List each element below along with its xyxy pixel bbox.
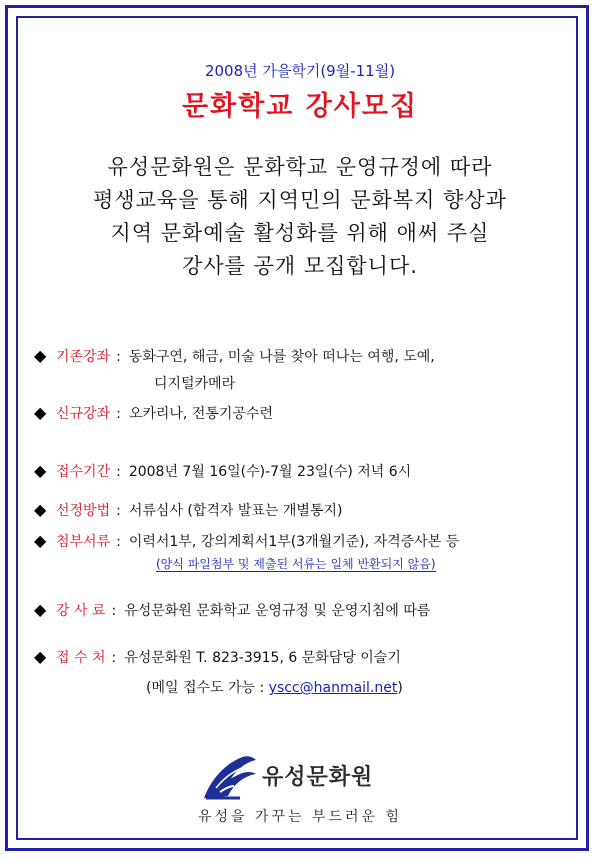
contact-value: 유성문화원 T. 823-3915, 6 문화담당 이슬기: [124, 650, 401, 666]
semester-subtitle: 2008년 가을학기(9월-11월): [204, 62, 396, 80]
existing-courses-row: [34, 346, 435, 366]
application-period-value: 2008년 7월 16일(수)-7월 23일(수) 저녁 6시: [128, 464, 412, 480]
application-period-label: 접수기간: [56, 464, 111, 480]
colon: :: [116, 464, 121, 480]
email-link[interactable]: yscc@hanmail.net: [268, 680, 398, 696]
colon: :: [116, 534, 121, 550]
lecturer-fee-value: 유성문화원 문화학교 운영규정 및 운영지침에 따름: [124, 603, 431, 619]
email-prefix: (메일 접수도 가능 :: [146, 680, 269, 696]
selection-method-row: [34, 500, 342, 520]
slogan: 유성을 가꾸는 부드러운 힘: [197, 809, 403, 825]
selection-method-value: 서류심사 (합격자 발표는 개별통지): [128, 503, 343, 519]
contact-row: [34, 647, 401, 667]
colon: :: [111, 650, 117, 666]
new-courses-row: [34, 403, 273, 423]
logo-text: 유성문화원: [262, 765, 374, 790]
diamond-bullet-icon: ◆: [34, 600, 47, 619]
new-courses-value: 오카리나, 전통기공수련: [128, 406, 273, 422]
existing-courses-value-cont: 디지털카메라: [154, 376, 236, 392]
application-period-row: [34, 461, 411, 481]
email-suffix: ): [397, 680, 403, 696]
documents-label: 첨부서류: [56, 534, 111, 550]
colon: :: [116, 349, 121, 365]
intro-line-4: 강사를 공개 모집합니다.: [182, 254, 418, 278]
colon: :: [116, 406, 121, 422]
selection-method-label: 선정방법: [56, 503, 111, 519]
email-line: [146, 677, 403, 697]
lecturer-fee-row: [34, 600, 430, 620]
intro-line-2: 평생교육을 통해 지역민의 문화복지 향상과: [93, 188, 507, 212]
documents-row: [34, 531, 459, 551]
diamond-bullet-icon: ◆: [34, 461, 47, 480]
diamond-bullet-icon: ◆: [34, 346, 47, 365]
existing-courses-value: 동화구연, 해금, 미술 나를 찾아 떠나는 여행, 도예,: [128, 349, 435, 365]
documents-note: (양식 파일첨부 및 제출된 서류는 일체 반환되지 않음): [156, 557, 436, 571]
intro-line-3: 지역 문화예술 활성화를 위해 애써 주실: [110, 221, 490, 245]
new-courses-label: 신규강좌: [56, 406, 111, 422]
documents-value: 이력서1부, 강의계획서1부(3개월기준), 자격증사본 등: [128, 534, 460, 550]
inner-border: [16, 16, 578, 840]
page-title: 문화학교 강사모집: [181, 91, 419, 122]
diamond-bullet-icon: ◆: [34, 647, 47, 666]
diamond-bullet-icon: ◆: [34, 403, 47, 422]
colon: :: [116, 503, 121, 519]
culture-center-logo-icon: [200, 752, 260, 802]
intro-line-1: 유성문화원은 문화학교 운영규정에 따라: [107, 155, 493, 179]
existing-courses-label: 기존강좌: [56, 349, 111, 365]
diamond-bullet-icon: ◆: [34, 500, 47, 519]
contact-label: 접 수 처: [56, 650, 106, 666]
diamond-bullet-icon: ◆: [34, 531, 47, 550]
colon: :: [111, 603, 117, 619]
lecturer-fee-label: 강 사 료: [56, 603, 106, 619]
